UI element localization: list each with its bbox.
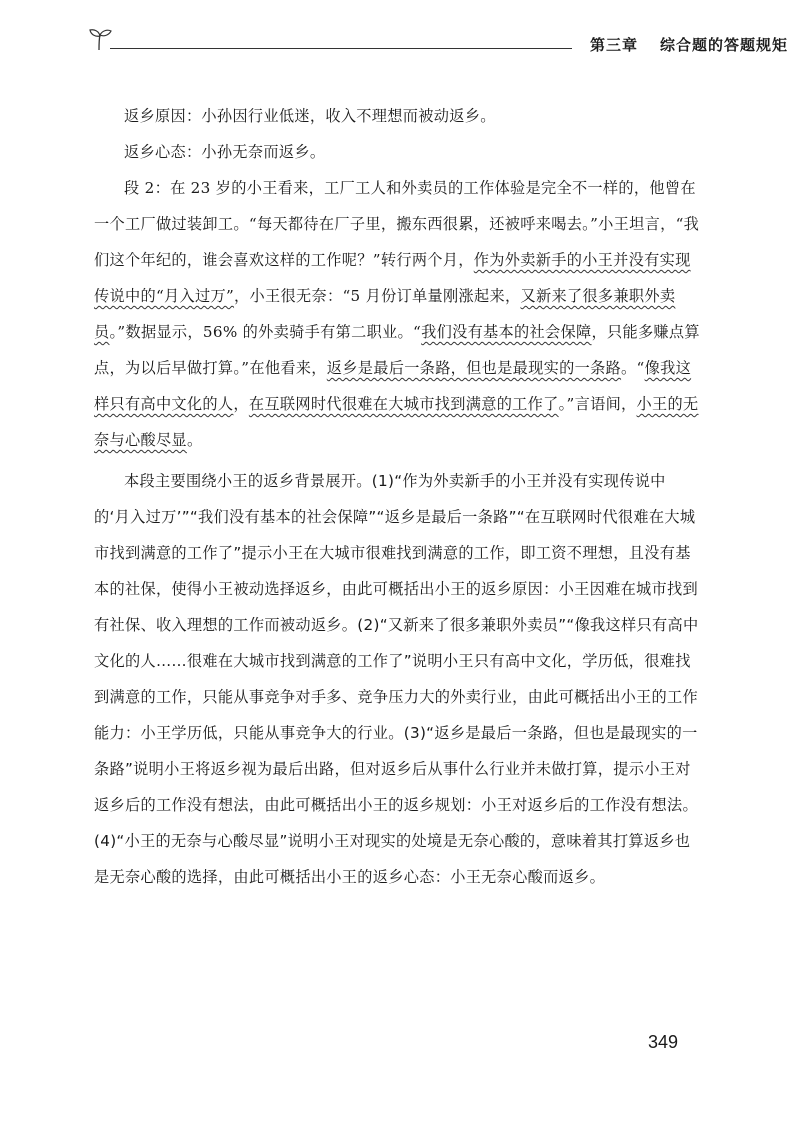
text-run: 。 [186, 431, 203, 449]
text-run: 。“ [621, 359, 645, 377]
text-run: ，小王很无奈：“5 月份订单量刚涨起来， [234, 287, 521, 305]
underlined-phrase: 作为外卖新手的小王并没有实现传说中的“月入过万” [94, 251, 691, 305]
underlined-phrase: 返乡是最后一条路，但也是最现实的一条路 [326, 359, 622, 377]
page-header [88, 26, 788, 56]
analysis-paragraph: 本段主要围绕小王的返乡背景展开。(1)“作为外卖新手的小王并没有实现传说中的‘月入过万’”“我们没有基本的社会保障”“返乡是最后一条路”“在互联网时代很难在大城市找到满意的工作了”提示小王在大城市很难找到满意的工作，即工资不理想，且没有基本的社保，使得小王被动选择返乡，由此可概括出小王的返乡原因：小王因难在城市找到有社保、收入理想的工作而被动返乡。(2)“又新来了很多兼职外卖员”“像我这样只有高中文化的人……很难在大城市找到满意的工作了”说明小王只有高中文化，学历低，很难找到满意的工作，只能从事竞争对手多、竞争压力大的外卖行业，由此可概括出小王的工作能力：小王学历低，只能从事竞争大的行业。(3)“返乡是最后一条路，但也是最现实的一条路”说明小王将返乡视为最后出路，但对返乡后从事什么行业并未做打算，提示小王对返乡后的工作没有想法，由此可概括出小王的返乡规划：小王对返乡后的工作没有想法。(4)“小王的无奈与心酸尽显”说明小王对现实的处境是无奈心酸的，意味着其打算返乡也是无奈心酸的选择，由此可概括出小王的返乡心态：小王无奈心酸而返乡。 [94, 472, 699, 886]
return-reason-line: 返乡原因：小孙因行业低迷，收入不理想而被动返乡。 [124, 107, 496, 125]
underlined-phrase: 又新来了很多兼职外卖员 [94, 287, 676, 341]
text-run: 。”数据显示，56% 的外卖骑手有第二职业。“ [109, 323, 422, 341]
underlined-phrase: 在互联网时代很难在大城市找到满意的工作了 [248, 395, 559, 413]
chapter-title [488, 34, 788, 55]
chapter-name: 综合题的答题规矩 [659, 36, 788, 54]
text-run: ， [233, 395, 249, 413]
return-mindset-line: 返乡心态：小孙无奈而返乡。 [124, 143, 326, 161]
underlined-phrase: 像我这样只有高中文化的人 [94, 359, 692, 413]
chapter-number: 第三章 [589, 36, 638, 54]
page-body [94, 98, 700, 895]
page-number: 349 [648, 1032, 679, 1052]
source-paragraph-2 [94, 170, 700, 458]
underlined-phrase: 小王的无奈与心酸尽显 [94, 395, 699, 449]
text-run: ，只能多赚点算点，为以后早做打算。”在他看来， [94, 323, 700, 377]
underlined-phrase: 我们没有基本的社会保障 [421, 323, 592, 341]
text-run: 段 2：在 23 岁的小王看来，工厂工人和外卖员的工作体验是完全不一样的，他曾在一个工厂做过装卸工。“每天都待在厂子里，搬东西很累，还被呼来喝去。”小王坦言，“我们这个年纪的，谁会喜欢这样的工作呢？”转行两个月， [94, 179, 700, 269]
text-run: 。”言语间， [558, 395, 637, 413]
